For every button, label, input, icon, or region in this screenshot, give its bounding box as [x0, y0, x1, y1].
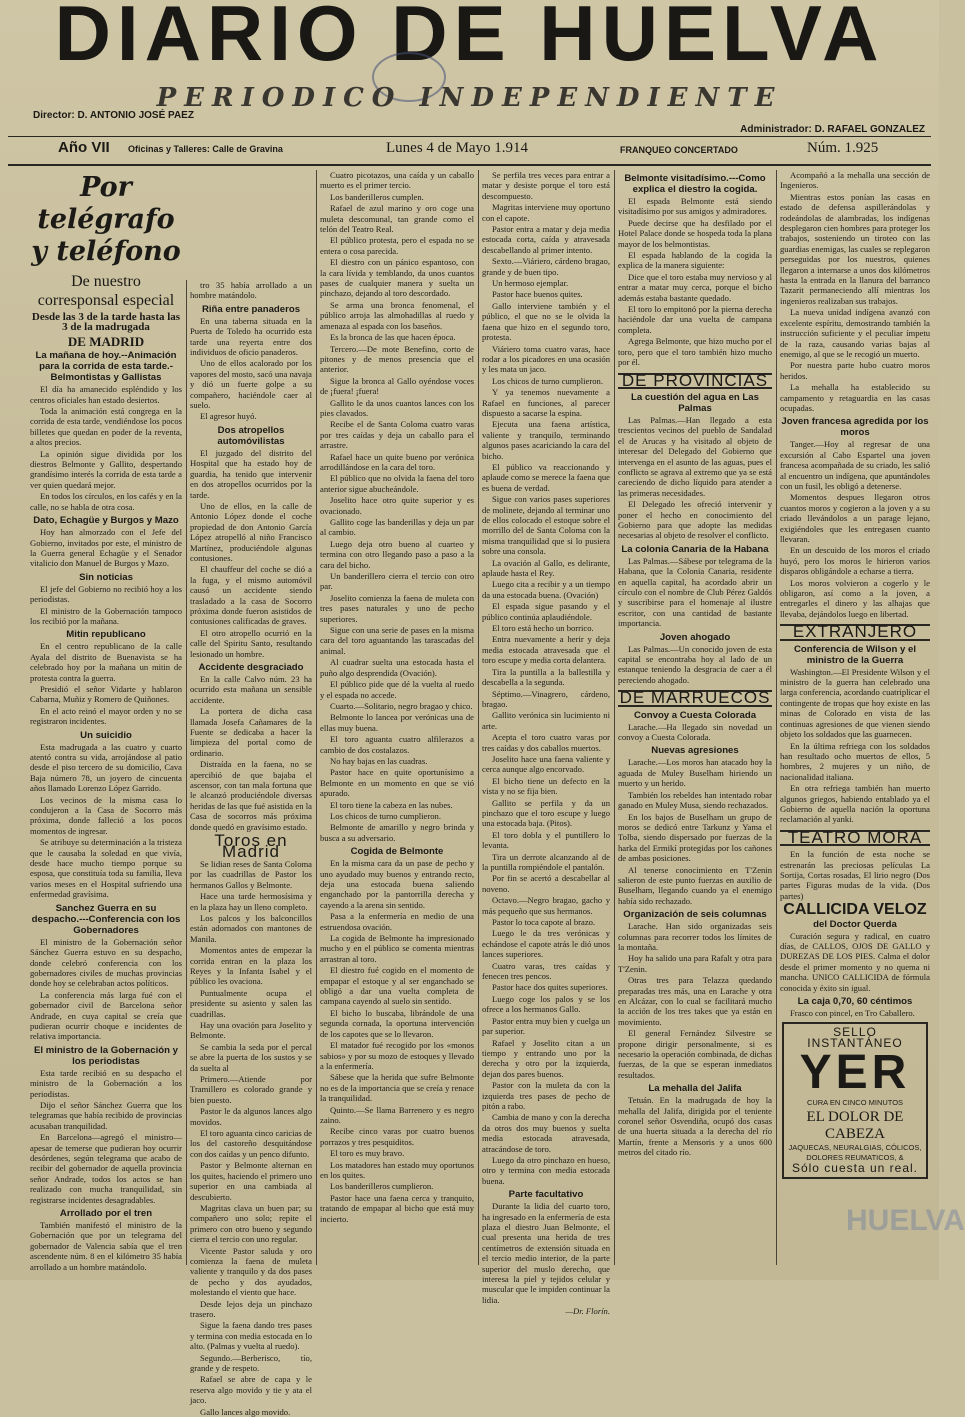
paragraph: Se perfila tres veces para entrar a matar y desiste porque el toro está descompuesto. [482, 170, 610, 201]
paragraph: En Barcelona—agregó el ministro—apesar de temerse que pudieran hoy ocurrir desórdenes, según telegrama que acabo de recibir del gobernador de aquella provincia señor Andrade, todos los actos se han realizado con mucha tranquilidad, sin registrarse incidentes desagradables. [30, 1132, 182, 1205]
column-4 [482, 170, 610, 1317]
paragraph: Las Palmas.—Sábese por telegrama de la Habana, que la Colonia Canaria, residente en aquella capital, ha acordado abrir un círculo con el nombre de Club Pérez Galdós y suscribirse para el homenaje al ilustre escritor, con una cantidad de bastante importancia. [618, 555, 772, 629]
paragraph: Gallito coge las banderillas y deja un par al cambio. [320, 517, 474, 538]
paragraph: Uno de ellos acalorado por los vapores del mosto, sacó una navaja y dió un fuerte golpe a su compañero, haciéndole caer al suelo. [190, 358, 312, 411]
news-headline: Un suicidio [80, 729, 132, 741]
column-5 [618, 170, 772, 1270]
paragraph: Pasa a la enfermería en medio de una estruendosa ovación. [320, 911, 474, 932]
news-headline: El ministro de la Gobernación y los periodistas [34, 1044, 178, 1067]
paragraph: Los banderilleros cumplen. [330, 191, 424, 202]
paragraph: Por fin se acertó a descabellar al noveno. [482, 873, 610, 894]
paragraph: Desde lejos deja un pinchazo trasero. [190, 1298, 312, 1319]
paragraph: Otras tres para Telazza quedando preparadas tres más, una en Larache y otra en Alcázar, con lo cual se facilitará mucho la acción de los tres takes que ya están en movimiento. [618, 975, 772, 1027]
column-2 [190, 280, 312, 1417]
paragraph: Ejecuta una faena artística, valiente y tranquilo, terminando algunos pases acariciando la cara del bicho. [482, 419, 610, 461]
paragraph: El agresor huyó. [200, 411, 257, 422]
paragraph: Joselito hace una faena valiente y cerca aunque algo encorvado. [482, 753, 610, 775]
paragraph: Acepta el toro cuatro varas por tres caídas y dos caballos muertos. [482, 732, 610, 753]
paragraph: Cuatro picotazos, una caída y un caballo muerto es el primer tercio. [320, 170, 474, 191]
paragraph: El bicho tiene un defecto en la vista y no se fija bien. [482, 775, 610, 797]
paragraph: También manifestó el ministro de la Gobernación que por un telegrama del gobernador de Valencia sabía que el tren ascendente núm. 8 en el kilómetro 35 había arrollado a un hombre matándolo. [30, 1220, 182, 1272]
column-6 [780, 170, 930, 1270]
paragraph: Las Palmas.—Un conocido joven de esta capital se encontraba hoy al lado de un estanque teniendo la desgracia de caer a él pereciendo ahogado. [618, 643, 772, 685]
paragraph: Acompañó a la mehalla una sección de Ingenieros. [780, 170, 930, 191]
paragraph: Los chicos de turno cumplieron. [330, 810, 441, 821]
paragraph: Luego cita a recibir y a un tiempo da una estocada buena. (Ovación) [482, 579, 610, 600]
paragraph: Momentos despues llegaron otros cuantos moros y cogieron a la joven y a su criado llevándolos a un parage lejano, exigiéndoles que les entregasen cuanto llevaran. [780, 492, 930, 544]
paragraph: Pastor entra a matar y deja media estocada corta, caída y atravesada descabellando al primer intento. [482, 224, 610, 255]
paragraph: Belmonte lo lancea por verónicas una de ellas muy buena. [320, 712, 474, 733]
news-headline: Organización de seis columnas [623, 909, 767, 921]
paragraph: Y ya tenemos nuevamente a Rafael en funciones, al parecer dispuesto a sacarse la espina. [482, 387, 610, 418]
newspaper-title: DIARIO DE HUELVA [54, 0, 885, 77]
paragraph: Presidió el señor Vidarte y hablaron Cabarna, Muñiz y Romero de Quiñones. [30, 683, 182, 705]
paragraph: No hay bajas en las cuadras. [330, 755, 428, 766]
paragraph: En todos los círculos, en los cafés y en la calle, no se habla de otra cosa. [30, 491, 182, 512]
offices-address: Oficinas y Talleres: Calle de Gravina [128, 144, 283, 154]
paragraph: Tira la puntilla a la ballestilla y descabella a la segunda. [482, 666, 610, 688]
paragraph: Pastor con la muleta da con la izquierda tres pases de pecho de pitón a rabo. [482, 1080, 610, 1111]
paragraph: Segundo.—Berberisco, tío, grande y de respeto. [190, 1352, 312, 1373]
paragraph: Entra nuevamente a herir y deja media estocada atravesada que el toro escupe y media corta delantera. [482, 634, 610, 666]
paragraph: Hay una ovación para Joselito y Belmonte. [190, 1020, 312, 1041]
paragraph: Vicente Pastor saluda y oro comienza la faena de muleta valiente y tranquilo y da dos pases de pecho y dos ayudados, molestando el viento que hace. [190, 1245, 312, 1298]
news-headline: Joven francesa agredida por los moros [781, 416, 929, 439]
paragraph: Durante la lidia del cuarto toro, ha ingresado en la enfermería de esta plaza el diestro Juan Belmonte, el cual presenta una herida de tres centímetros de extensión situada en el tercio medio interior, de la parte superior del muslo derecho, que interesa la piel y tejidos celular y muscular que le impiden continuar la lidia. [482, 1201, 610, 1305]
paragraph: Pastor hace buenos quites. [492, 289, 583, 300]
paragraph: Agrega Belmonte, que hizo mucho por el toro, pero que el toro también hizo mucho por él. [618, 336, 772, 368]
paragraph: La opinión sigue dividida por los diestros Belmonte y Gallito, despertando grandísimo interés la corrida de esta tarde a ver quien quedará mejor. [30, 448, 182, 490]
news-headline: Conferencia de Wilson y el ministro de la Guerra [794, 643, 916, 666]
paragraph: Al cuadrar suelta una estocada hasta el puño algo desprendida (Ovación). [320, 657, 474, 678]
callicida-ad-price: La caja 0,70, 60 céntimos [797, 996, 913, 1008]
column-rule [186, 280, 187, 1265]
news-headline: Sanchez Guerra en su despacho.---Conferencia con los Gobernadores [31, 902, 181, 936]
paragraph: El día ha amanecido espléndido y los centros oficiales han estado desiertos. [30, 384, 182, 405]
yer-advertisement [782, 1022, 928, 1178]
paragraph: Puede decirse que ha desfilado por el Hotel Palace donde se hospeda toda la plana mayor de los belmontistas. [618, 217, 772, 249]
paragraph: Gallito verónica sin lucimiento ni arte. [482, 710, 610, 731]
paragraph: El toro es muy bravo. [330, 1148, 405, 1159]
paragraph: En otra refriega también han muerto algunos griegos, habiendo entablado ya el Gobierno de aquella nación la oportuna reclamación al yanki. [780, 783, 930, 825]
main-headline: Por telégrafo y teléfono [31, 172, 181, 267]
paragraph: El público va reaccionando y aplaude como se merece la faena que es buena de verdad. [482, 461, 610, 493]
section-toros: Toros en Madrid [214, 831, 288, 861]
paragraph: Sigue con varios pases superiores de molinete, dejando al terminar uno de ellos colocado el estoque sobre el morrillo del de Santa Coloma con la misma tranquilidad que si lo pusiera sobre una consola. [482, 494, 610, 557]
paragraph: Gallo interviene también y el público, el que no se le olvida la faena que hizo en el segundo toro, protesta. [482, 300, 610, 343]
paragraph: El juzgado del distrito del Hospital que ha estado hoy de guardia, ha tenido que intervenir en dos atropellos ocurridos por la tarde. [190, 447, 312, 500]
paragraph: En la calle Calvo núm. 23 ha ocurrido esta mañana un sensible accidente. [190, 674, 312, 705]
paragraph: El toro está hecho un borrico. [492, 623, 594, 634]
news-headline: Joven ahogado [659, 631, 731, 643]
paragraph: Gallito le da unos cuantos lances con los pies clavados. [320, 397, 474, 418]
paragraph: Momentos antes de empezar la corrida entran en la plaza los Reyes y la Infanta Isabel y el público les ovaciona. [190, 945, 312, 987]
paragraph: Se cambia la seda por el percal se abre la puerta de los sustos y se da suelta al [190, 1041, 312, 1073]
news-headline: Convoy a Cuesta Colorada [633, 709, 757, 721]
administrador-line: Administrador: D. RAFAEL GONZALEZ [740, 124, 925, 135]
paragraph: El toro aguanta cinco caricias de los del castoreño desquitándose con dos caídas y un penco difunto. [190, 1128, 312, 1159]
paragraph: Los chicos de turno cumplieron. [492, 375, 603, 386]
paragraph: Washington.—El Presidente Wilson y el ministro de la guerra han celebrado una larga conferencia, acordando cuatriplicar el contingente de tropas que hoy existe en las minas de Colorado en vista de las continuas agresiones de que vienen siendo objeto los soldados que las guarnecen. [780, 666, 930, 740]
paragraph: Los moros volvieron a cogerlo y le obligaron, así como a la joven, a entregarles el dinero y las alhajas que llevaba, dejándolos luego en libertad. [780, 577, 930, 619]
paragraph: El ministro de la Gobernación señor Sánchez Guerra estuvo en su despacho, donde celebró conferencia con los gobernadores civiles de muchas provincias donde hoy se celebraban actos políticos. [30, 936, 182, 989]
callicida-ad-title: CALLICIDA VELOZ [783, 901, 927, 919]
paragraph: Luego deja otro bueno al cuarteo y termina con otro llegando paso a paso a la cara del bicho. [320, 538, 474, 570]
paragraph: El ministro de la Gobernación tampoco los recibió por la mañana. [30, 605, 182, 626]
paragraph: tro 35 había arrollado a un hombre matándolo. [190, 280, 312, 301]
paragraph: El espada hablando de la cogida la explica de la manera siguiente: [618, 250, 772, 271]
paragraph: Los vecinos de la misma casa lo condujeron a la Casa de Socorro más próxima, donde falleció a los pocos momentos de ingresar. [30, 794, 182, 836]
paragraph: El diestro fué cogido en el momento de empapar el estoque y al ser enganchado se obligó a dar una vuelta completa de campana cayendo al suelo sin sentido. [320, 965, 474, 1007]
hours-line: Desde las 3 de la tarde hasta las 3 de la madrugada [31, 311, 181, 334]
paragraph: Joselito hace otro quite superior y es ovacionado. [320, 495, 474, 516]
news-headline: Parte facultativo [508, 1189, 584, 1201]
paragraph: El matador fué recogido por los «monos sabios» y por su mozo de estoques y llevado a la enfermería. [320, 1040, 474, 1071]
paragraph: Rafael de azul marino y oro coge una muleta descomunal, tan grande como el telón del Teatro Real. [320, 203, 474, 235]
paragraph: Larache.—Los moros han atacado hoy la aguada de Muley Buselham hiriendo un muerto y un herido. [618, 757, 772, 789]
paragraph: El otro atropello ocurrió en la calle del Spiritu Santo, resultando lesionado un hombre. [190, 627, 312, 659]
masthead [0, 0, 939, 140]
news-headline: Mitin republicano [66, 629, 146, 641]
paragraph: Pastor y Belmonte alternan en los quites, haciendo el primero uno superior en una cambiada al descubierto. [190, 1160, 312, 1202]
paragraph: Gallito se perfila y da un pinchazo que el toro escupe y luego una estocada baja. (Pitos). [482, 797, 610, 829]
paragraph: Recibe el de Santa Coloma cuatro varas por tres caídas y deja un caballo para el arrastre. [320, 419, 474, 451]
paragraph: El Delegado les ofreció intervenir y poner el hecho en conocimiento del Gobierno para que adopte las medidas necesarias al objeto de resolver el conflicto. [618, 499, 772, 541]
paragraph: El toro lo empitonó por la pierna derecha haciéndole dar una vuelta de campana completa. [618, 304, 772, 335]
paragraph: Es la bronca de las que hacen época. [330, 332, 456, 343]
column-rule [478, 170, 479, 1265]
news-headline: Riña entre panaderos [201, 303, 301, 315]
yer-ad-price: Sólo cuesta un real. [791, 1161, 919, 1176]
paragraph: Toda la animación está congrega en la corrida de esta tarde, vendiéndose los pocos billetes que quedan en poder de la reventa, a altos precios. [30, 406, 182, 448]
paragraph: El diestro con un pánico espantoso, con la cara lívida y temblando, da unos cuantos pases de cualquier manera y suelta un pinchazo, dejando al toro descordado. [320, 257, 474, 299]
paragraph: Hoy ha salido una para Rafalt y otra para T'Zenin. [618, 953, 772, 974]
paragraph: En una taberna situada en la Puerta de Toledo ha ocurrido esta tarde una reyerta entre dos individuos de oficio panaderos. [190, 315, 312, 358]
paragraph: Gallo lances algo movido. [200, 1406, 291, 1417]
paragraph: Se arma una bronca fenomenal, el público arroja las almohadillas al ruedo y amenaza al espada con los baseños. [320, 299, 474, 331]
paragraph: Mientras estos ponían las casas en estado de defensa aspillerándolas y rodeándolas de alambradas, los indígenas desplegaron cien hombres para proteger los trabajos, sosteniendo un tiroteo con las guardias enemigas, las cuales se replegaron perseguidas por los nuestros, quienes llegaron a internarse a unos dos kilómetros hasta la entrada en la llanura del barranco Tazarit permaneciendo allí mientras los ingenieros realizaban sus trabajos. [780, 191, 930, 306]
paragraph: En la última refriega con los soldados han resultado ocho muertos de ellos, 5 hombres, 2 mujeres y un niño, de nacionalidad italiana. [780, 740, 930, 782]
paragraph: Un banderillero cierra el tercio con otro par. [320, 571, 474, 592]
paragraph: Distraída en la faena, no se apercibió de que bajaba el ascensor, con tan mala fortuna que le alcanzó produciéndole diversas heridas de las que fué asistida en la Casa de socorros más próxima donde quedó en gravísimo estado. [190, 759, 312, 832]
paragraph: La mehalla ha establecido su campamento y retaguardia en las casas ocupadas. [780, 382, 930, 413]
column-3 [320, 170, 474, 1270]
director-line: Director: D. ANTONIO JOSÉ PAEZ [33, 110, 194, 121]
paragraph: Por nuestra parte hubo cuatro moros heridos. [780, 360, 930, 381]
paragraph: Hoy han almorzado con el Jefe del Gobierno, invitados por este, el ministro de la Guerra general Echagüe y el Senador vitalicio don Manuel de Burgos y Mazo. [30, 527, 182, 569]
paragraph: Uno de ellos, en la calle de Antonio López donde el coche propiedad de don Antonio García López atropelló al niño Francisco Martínez, produciéndole algunas contusiones. [190, 500, 312, 563]
paragraph: Se atribuye su determinación a la tristeza que le causaba la soledad en que vivía, desde hace mucho tiempo porque su esposa, que constituía toda su familia, lleva varios meses en el Hospital sufriendo una enfermedad gravísima. [30, 837, 182, 900]
paragraph: En los bajos de Buselham un grupo de moros se dedicó entre Tarkunz y Yama el Tolba, siendo dispersado por fuerzas de la harka del Ermikí protegidas por los cañones de ambas posiciones. [618, 811, 772, 864]
paragraph: Séptimo.—Vinagrero, cárdeno, bragao. [482, 688, 610, 709]
column-rule [776, 170, 777, 1265]
paragraph: Pastor hace en quite oportunísimo a Belmonte en un momento en que se vió apurado. [320, 767, 474, 799]
yer-ad-list: JAQUECAS, NEURALGIAS, CÓLICOS, DOLORES REUMATICOS, & [788, 1142, 922, 1163]
paragraph: El general Fernández Silvestre se propone dirigir personalmente, si es necesario la operación combinada, de dichas fuerzas, de la que se esperan inmediatos resultados. [618, 1028, 772, 1080]
paragraph: Tira un derrote alcanzando al de la puntilla rompiéndole el pantalón. [482, 851, 610, 872]
yer-ad-top: SELLO INSTANTÁNEO [807, 1025, 903, 1050]
paragraph: Pastor entra muy bien y cuelga un par superior. [482, 1015, 610, 1037]
masthead-rule-bottom [8, 164, 931, 166]
paragraph: El chauffeur del coche se dió a la fuga, y el mismo automóvil causó un accidente siendo trasladado a la casa de Socorro próxima donde fueron asistidos de contusiones calificadas de graves. [190, 564, 312, 627]
paragraph: Belmonte de amarillo y negro brinda y busca a su adversario. [320, 822, 474, 843]
paragraph: Larache.—Ha llegado sin novedad un convoy a Cuesta Colorada. [618, 721, 772, 743]
news-headline: La mehalla del Jalifa [648, 1083, 742, 1095]
paragraph: Pastor lo toca capote al brazo. [492, 917, 596, 928]
section-provincias: DE PROVINCIAS [618, 373, 772, 389]
news-headline: Accidente desgraciado [198, 662, 304, 673]
paragraph: El jefe del Gobierno no recibió hoy a los periodistas. [30, 583, 182, 605]
paragraph: Cuatro varas, tres caídas y fenecen tres pencos. [482, 960, 610, 982]
paragraph: Recibe cinco varas por cuatro buenos porrazos y tres pesquiditos. [320, 1126, 474, 1147]
news-headline: Arrollado por el tren [59, 1208, 153, 1220]
paragraph: En la misma cara da un pase de pecho y uno ayudado muy buenos y entrando recto, deja una estocada buena saliendo enganchado por la pantorrilla derecha y cayendo a la arena sin sentido. [320, 858, 474, 910]
news-headline: Belmonte visitadísimo.---Como explica el diestro la cogida. [624, 173, 766, 195]
callicida-ad-note: Frasco con pincel, en Tro Caballero. [790, 1008, 915, 1019]
paragraph: Cuarto.—Solitario, negro bragao y chico. [330, 700, 473, 711]
paragraph: En la función de esta noche se estrenarán las preciosas películas La Sortija, Cortas rosadas, El lirio negro (Dos partes Figuras mudas de la vida. (Dos partes) [780, 849, 930, 901]
paragraph: Octavo.—Negro bragao, gacho y más pequeño que sus hermanos. [482, 895, 610, 916]
paragraph: La ovación al Gallo, es delirante, aplaude hasta el Rey. [482, 557, 610, 579]
paragraph: Rafael hace un quite bueno por verónica arrodillándose en la cara del toro. [320, 451, 474, 472]
paragraph: El público pide que dé la vuelta al ruedo y el espada no accede. [320, 679, 474, 700]
paragraph: Sábese que la herida que sufre Belmonte no es de la importancia que se creía y renace la tranquilidad. [320, 1072, 474, 1104]
paragraph: Sexto.—Viáriero, cárdeno bragao, grande y de buen tipo. [482, 256, 610, 277]
issue-year: Año VII [58, 139, 110, 156]
section-teatro-mora: TEATRO MORA [780, 830, 930, 846]
paragraph: Cambia de mano y con la derecha da otros dos muy buenos y suelta media estocada atravesada, atracándose de toro. [482, 1112, 610, 1154]
paragraph: Pastor hace una faena cerca y tranquito, tratando de empapar al bicho que está muy incierto. [320, 1192, 474, 1224]
news-headline: Nuevas agresiones [651, 745, 739, 757]
paragraph: El público protesta, pero el espada no se entera o cosa parecida. [320, 235, 474, 256]
paragraph: El espada sigue pasando y el público continúa aplaudiéndole. [482, 601, 610, 622]
paragraph: El público que no olvida la faena del toro anterior sigue abucheándole. [320, 473, 474, 494]
paragraph: Sigue con una serie de pases en la misma cara del toro aguantando las tarascadas del animal. [320, 625, 474, 656]
paragraph: Joselito comienza la faena de muleta con tres pases naturales y uno de pecho superiores. [320, 592, 474, 624]
paragraph: Las Palmas.—Han llegado a esta trescientos vecinos del pueblo de Sandalad el de Arucas y ha visitado al objeto de interesar del Delegado del Gobierno que intervenga en el asunto de las aguas, pues el conflicto se agrava al extremo que ya se está careciendo de dicho líquido para atender a las primeras necesidades. [618, 414, 772, 498]
paragraph: Se lidian reses de Santa Coloma por las cuadrillas de Pastor los hermanos Gallos y Belmonte. [190, 858, 312, 890]
paragraph: Magritas clava un buen par; su compañero uno solo; repite el primero con otro bueno y segundo cierra el tercio con uno regular. [190, 1202, 312, 1245]
paragraph: Esta tarde recibió en su despacho el ministro de la Gobernación a los periodistas. [30, 1067, 182, 1099]
paragraph: La portera de dicha casa llamada Josefa Cañamares de la Fuente se dedicaba a hacer la limpieza del portal como de ordinario. [190, 706, 312, 758]
newspaper-subtitle: PERIODICO INDEPENDIENTE [156, 83, 783, 113]
news-headline: Sin noticias [79, 571, 133, 583]
paragraph: Sigue la faena dando tres pases y termina con media estocada en lo alto. (Palmas y vuelta al ruedo). [190, 1320, 312, 1352]
paragraph: Viáriero toma cuatro varas, hace rodar a los picadores en una ocasión y les mata un jaco. [482, 343, 610, 375]
news-headline: Cogida de Belmonte [350, 846, 444, 858]
paragraph: Primero.—Atiende por Tramillero es colorado grande y bien puesto. [190, 1074, 312, 1105]
paragraph: El bicho lo buscaba, librándole de una segunda cornada, la oportuna intervención de los capotes que se lo llevaron. [320, 1007, 474, 1039]
paragraph: La cogida de Belmonte ha impresionado mucho y en el público se comenta mientras arrastran al toro. [320, 933, 474, 964]
paragraph: Tetuán. En la madrugada de hoy la mehalla del Jalifa, dirigida por el teniente coronel señor Osvendiña, ocupó dos casas de una huerta situada a la derecha del río Martín, frente a Mensoris y a unos 600 metros del citado río. [618, 1095, 772, 1158]
news-headline: Dato, Echagüe y Burgos y Mazo [33, 515, 179, 527]
paragraph: Rafael y Joselito citan a un tiempo y entrando uno por la derecha y otro por la izquierda, dejan dos pares buenos. [482, 1037, 610, 1079]
section-marruecos: DE MARRUECOS [619, 688, 771, 708]
section-extranjero: EXTRANJERO [780, 624, 930, 640]
paragraph: El toro aguanta cuatro alfilerazos a cambio de dos costalazos. [320, 734, 474, 755]
paragraph: Dice que el toro estaba muy nervioso y al entrar a matar muy cerca, porque el bicho además estaba bastante quedado. [618, 271, 772, 303]
paragraph: Pastor hace dos quites superiores. [492, 982, 608, 993]
paragraph: Rafael se abre de capa y le reserva algo movido y tie y ata el jaco. [190, 1374, 312, 1406]
callicida-ad-text: Curación segura y radical, en cuatro días, de CALLOS, OJOS DE GALLO y DUREZAS DE LOS PIES. Calma el dolor desde el primer momento y no quema ni mancha. UNICO CALLICIDA de fórmula conocida y éxito sin igual. [780, 930, 930, 993]
news-headline: Dos atropellos automóvilistas [217, 424, 285, 447]
paragraph: Luego coge los palos y se los ofrece a los hermanos Gallo. [482, 993, 610, 1015]
paragraph: Larache. Han sido organizadas seis columnas para recorrer todos los límites de la montaña. [618, 921, 772, 952]
news-headline: La colonia Canaria de la Habana [621, 543, 769, 555]
paragraph: Dijo el señor Sánchez Guerra que los telegramas que había recibido de provincias acusaban tranquilidad. [30, 1099, 182, 1131]
paragraph: Magritas interviene muy oportuno con el capote. [482, 202, 610, 223]
postage-note: FRANQUEO CONCERTADO [620, 145, 738, 155]
callicida-ad-subtitle: del Doctor Querda [813, 918, 897, 930]
paragraph: La nueva unidad indígena avanzó con excelente espíritu, demostrando también la instrucción suficiente y el peculiar ímpetu de la raza, causando varias bajas al enemigo, al que se le recogió un muerto. [780, 307, 930, 359]
paragraph: En el acto reinó el mayor orden y no se registraron incidentes. [30, 705, 182, 727]
section-madrid: DE MADRID [67, 333, 145, 349]
paragraph: El espada Belmonte está siendo visitadísimo por sus amigos y admiradores. [618, 196, 772, 217]
paragraph: Los banderilleros cumplieron. [330, 1181, 434, 1192]
paragraph: En un descuido de los moros el criado huyó, pero los moros le hirieron varios disparos obligándole a echarse a tierra. [780, 545, 930, 577]
yer-ad-brand: YER [799, 1046, 911, 1100]
sub-headline: De nuestro corresponsal especial [37, 273, 175, 309]
paragraph: Los matadores han estado muy oportunos en los quites. [320, 1159, 474, 1180]
paragraph: El toro tiene la cabeza en las nubes. [330, 799, 453, 810]
paragraph: Puntualmente ocupa el presidente su asiento y salen las cuadrillas. [190, 987, 312, 1019]
yer-ad-cure: CURA EN CINCO MINUTOS [806, 1098, 904, 1108]
issue-date: Lunes 4 de Mayo 1.914 [386, 140, 529, 156]
archive-watermark: HUELVA [846, 1204, 965, 1237]
paragraph: Un hermoso ejemplar. [492, 278, 569, 289]
paragraph: Hace una tarde hermosísima y en la plaza hay un lleno completo. [190, 891, 312, 912]
paragraph: También los rebeldes han intentado robar ganado en Muley Musa, siendo rechazados. [618, 789, 772, 811]
paragraph: Los palcos y los balconcillos están adornados con mantones de Manila. [190, 912, 312, 944]
column-1 [30, 170, 182, 1270]
issue-info-bar [0, 136, 939, 164]
paragraph: Tanger.—Hoy al regresar de una excursión al Cabo Espartel una joven francesa acompañada de su criado, les salió al encuentro un indígena, que apuntándoles con un fusil, les obligó a detenerse. [780, 439, 930, 491]
yer-ad-headache: EL DOLOR DE CABEZA [806, 1108, 904, 1142]
news-headline: La mañana de hoy.--Animación para la corrida de esta tarde.-Belmontistas y Gallistas [35, 350, 177, 384]
column-rule [614, 170, 615, 1265]
paragraph: La conferencia más larga fué con el gobernador civil de Barcelona señor Andrade, en cuya capital se creía que pudieran ocurrir choque e incidentes de relativa importancia. [30, 989, 182, 1042]
paragraph: El toro dobla y el puntillero lo levanta. [482, 829, 610, 851]
paragraph: Esta madrugada a las cuatro y cuarto atentó contra su vida, arrojándose al patio desde el piso tercero de su domicilio, Cava Baja número 78, un joyero de cincuenta años llamado Lorenzo López Garrido. [30, 741, 182, 794]
paragraph: Quinto.—Se llama Barrenero y es negro zaino. [320, 1104, 474, 1125]
issue-number: Núm. 1.925 [807, 140, 879, 156]
paragraph: Tercero.—De mote Benefino, corto de pitones y de menos presencia que el anterior. [320, 343, 474, 375]
news-headline: La cuestión del agua en Las Palmas [631, 391, 759, 414]
paragraph: Sigue la bronca al Gallo oyéndose voces de ¡fuera! ¡fuera! [320, 375, 474, 397]
paragraph: Luego le da tres verónicas y echándose el capote atrás le dió unos lances superiores. [482, 928, 610, 960]
paragraph: Luego da otro pinchazo en hueso, otro y termina con media estocada buena. [482, 1154, 610, 1186]
paragraph: En el centro republicano de la calle Ayala del distrito de Buenavista se ha celebrado hoy por la mañana un mitin de protesta contra la guerra. [30, 641, 182, 683]
paragraph: Al tenerse conocimiento en T'Zenin salieron de este punto fuerzas en auxilio de Buselham, llegando cuando ya el enemigo había sido rechazado. [618, 864, 772, 906]
signature: —Dr. Florín. [565, 1306, 610, 1317]
paragraph: Pastor le da algunos lances algo movidos. [190, 1106, 312, 1127]
column-rule [316, 170, 317, 1265]
